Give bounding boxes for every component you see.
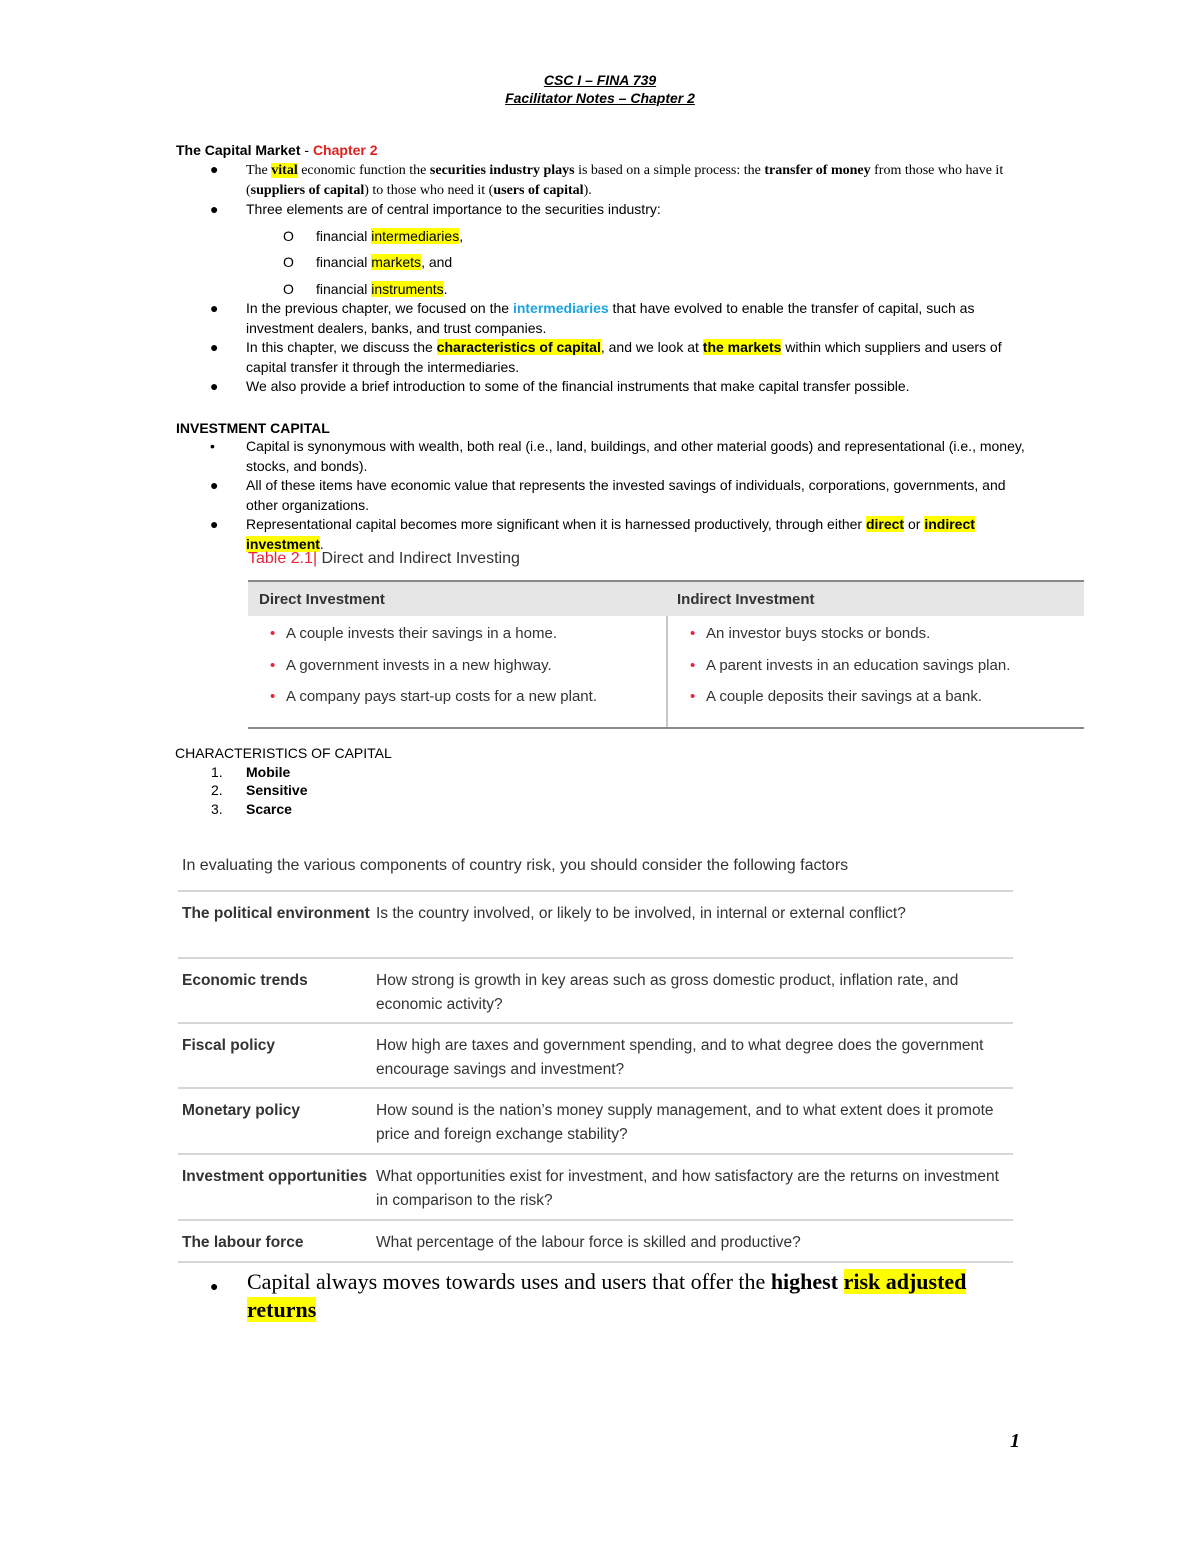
final-bullet xyxy=(210,1268,1030,1324)
table-row xyxy=(178,1155,1013,1221)
list-item xyxy=(175,781,392,800)
question-cell: How strong is growth in key areas such as gross domestic product, inflation rate, and economic activity? xyxy=(376,972,959,1013)
text: We also provide a brief introduction to some of the financial instruments that make capital transfer possible. xyxy=(246,378,910,394)
doc-title-course: CSC I – FINA 739 xyxy=(543,72,657,88)
text: financial xyxy=(316,280,372,297)
list-item xyxy=(210,161,1040,200)
bullet-icon: ● xyxy=(210,339,219,355)
investment-capital-bullets xyxy=(210,437,1040,554)
bullet-icon: ● xyxy=(210,201,219,217)
list-item xyxy=(210,377,1040,397)
section-title-capital-market xyxy=(176,142,378,158)
table-row xyxy=(270,687,666,719)
table-row xyxy=(270,656,666,688)
table-row xyxy=(178,892,1013,959)
highlight-characteristics: characteristics of capital xyxy=(436,339,601,355)
list-item xyxy=(210,476,1040,515)
cell: An investor buys stocks or bonds. xyxy=(706,625,931,642)
factor-cell: Fiscal policy xyxy=(182,1037,276,1054)
title-separator: - xyxy=(300,142,313,158)
table-header xyxy=(248,582,1084,616)
column-indirect xyxy=(666,616,1084,727)
hollow-bullet-icon: O xyxy=(283,280,294,297)
table-title: Direct and Indirect Investing xyxy=(317,550,520,567)
characteristics-list xyxy=(175,744,392,818)
bold-highest: highest xyxy=(770,1269,839,1294)
list-item xyxy=(210,200,1040,220)
doc-title-notes: Facilitator Notes – Chapter 2 xyxy=(505,90,695,106)
section-title-investment-capital: INVESTMENT CAPITAL xyxy=(176,420,330,436)
text: ). xyxy=(583,182,592,198)
cell: A government invests in a new highway. xyxy=(286,656,552,674)
sub-list-item xyxy=(210,280,1040,300)
text: Three elements are of central importance to the securities industry: xyxy=(246,201,661,217)
hollow-bullet-icon: O xyxy=(283,227,294,244)
table-caption xyxy=(248,550,520,568)
text: In the previous chapter, we focused on the xyxy=(246,300,513,316)
list-item xyxy=(210,299,1040,338)
highlight-markets: the markets xyxy=(702,339,782,355)
list-item xyxy=(175,763,392,782)
highlight-risk-adjusted-returns: risk adjusted returns xyxy=(247,1269,967,1322)
bold-transfer-of-money: transfer of money xyxy=(764,163,871,178)
column-header-direct: Direct Investment xyxy=(259,590,385,608)
bullet-icon: ● xyxy=(210,1280,219,1295)
bullet-icon: • xyxy=(210,438,215,454)
text: The xyxy=(246,163,272,178)
list-item xyxy=(210,338,1040,377)
bullet-icon: • xyxy=(690,688,696,705)
table-row xyxy=(690,687,1084,719)
highlight-vital: vital xyxy=(271,163,298,178)
text: Representational capital becomes more significant when it is harnessed productively, through either xyxy=(246,516,866,532)
text: ) to those who need it ( xyxy=(364,182,494,198)
factor-cell: The labour force xyxy=(182,1234,304,1251)
bold-users: users of capital xyxy=(493,182,584,198)
country-risk-table xyxy=(178,890,1013,1263)
text: economic function the xyxy=(297,163,430,178)
factor-cell: Investment opportunities xyxy=(182,1168,368,1185)
sub-list-item xyxy=(210,227,1040,247)
text: from those who have it ( xyxy=(246,163,1004,198)
bullet-icon: ● xyxy=(210,163,219,178)
text: is based on a simple process: the xyxy=(574,163,765,178)
chapter-label: Chapter 2 xyxy=(312,142,378,158)
highlight-term: intermediaries xyxy=(371,227,460,244)
text: , and xyxy=(421,254,453,270)
column-direct xyxy=(248,616,666,727)
question-cell: What opportunities exist for investment, and how satisfactory are the returns on investment in comparison to the risk? xyxy=(376,1168,999,1209)
text: that have evolved to enable the transfer of capital, such as investment dealers, banks, and trust companies. xyxy=(246,300,975,336)
section-title-text: The Capital Market xyxy=(176,142,301,158)
characteristics-title: CHARACTERISTICS OF CAPITAL xyxy=(175,745,392,761)
table-row xyxy=(178,1024,1013,1089)
cell: A parent invests in an education savings plan. xyxy=(706,656,1011,674)
item-number: 3. xyxy=(211,800,223,817)
sub-list-item xyxy=(210,253,1040,273)
highlight-term: instruments xyxy=(371,280,444,297)
question-cell: What percentage of the labour force is skilled and productive? xyxy=(376,1234,801,1251)
table-row xyxy=(178,959,1013,1024)
text: In this chapter, we discuss the xyxy=(246,339,437,355)
list-item xyxy=(210,1268,1030,1324)
bold-suppliers: suppliers of capital xyxy=(250,182,365,198)
capital-market-bullets xyxy=(210,161,1040,397)
text: within which suppliers and users of capital transfer it through the intermediaries. xyxy=(246,339,1002,375)
bullet-icon: • xyxy=(270,656,276,674)
table-row xyxy=(690,624,1084,656)
text xyxy=(838,1269,844,1294)
list-item xyxy=(210,515,1040,554)
cell: A company pays start-up costs for a new plant. xyxy=(286,688,597,705)
blue-term-intermediaries: intermediaries xyxy=(512,300,609,316)
table-row xyxy=(270,624,666,656)
text: , and we look at xyxy=(600,339,703,355)
item-number: 2. xyxy=(211,782,223,798)
item-label: Mobile xyxy=(246,763,291,780)
highlight-indirect-investment: indirect investment xyxy=(246,516,975,552)
bullet-icon: • xyxy=(270,625,276,642)
bullet-icon: ● xyxy=(210,300,219,316)
item-label: Sensitive xyxy=(246,782,308,798)
item-label: Scarce xyxy=(246,800,292,817)
caption-divider: | xyxy=(312,550,318,567)
list-item xyxy=(175,800,392,819)
text: , xyxy=(459,227,464,244)
text: All of these items have economic value that represents the invested savings of individuals, corporations, governments, and other organizations. xyxy=(246,477,1006,513)
bold-securities-industry: securities industry plays xyxy=(429,163,575,178)
item-number: 1. xyxy=(211,763,223,780)
bullet-icon: ● xyxy=(210,378,219,394)
cell: A couple deposits their savings at a bank. xyxy=(706,688,983,705)
question-cell: How high are taxes and government spending, and to what degree does the government encourage savings and investment? xyxy=(376,1037,984,1078)
text: financial xyxy=(316,254,372,270)
text: financial xyxy=(316,227,372,244)
table-body xyxy=(248,616,1084,727)
factor-cell: Monetary policy xyxy=(182,1102,300,1119)
highlight-direct: direct xyxy=(865,516,905,532)
factor-cell: The political environment xyxy=(182,905,370,922)
bullet-icon: ● xyxy=(210,477,219,493)
question-cell: How sound is the nation’s money supply management, and to what extent does it promote price and foreign exchange stability? xyxy=(376,1102,994,1143)
text: Capital always moves towards uses and users that offer the xyxy=(247,1269,771,1294)
bullet-icon: • xyxy=(270,688,276,705)
bullet-icon: • xyxy=(690,625,696,642)
question-cell: Is the country involved, or likely to be involved, in internal or external conflict? xyxy=(376,905,906,922)
list-item xyxy=(210,437,1040,476)
table-row xyxy=(178,1221,1013,1263)
factor-cell: Economic trends xyxy=(182,972,308,989)
direct-indirect-table xyxy=(248,580,1084,729)
page-number: 1 xyxy=(1010,1430,1020,1452)
bullet-icon: • xyxy=(690,656,696,674)
hollow-bullet-icon: O xyxy=(283,254,294,270)
risk-intro: In evaluating the various components of country risk, you should consider the following factors xyxy=(182,857,849,874)
table-row xyxy=(178,1089,1013,1155)
highlight-term: markets xyxy=(371,254,422,270)
column-header-indirect: Indirect Investment xyxy=(677,590,815,608)
text: Capital is synonymous with wealth, both real (i.e., land, buildings, and other material goods) and representational (i.e., money, stocks, and bonds). xyxy=(246,438,1025,474)
text: . xyxy=(443,280,448,297)
text: or xyxy=(904,516,925,532)
text: . xyxy=(319,535,324,552)
bullet-icon: ● xyxy=(210,516,219,532)
cell: A couple invests their savings in a home. xyxy=(286,625,557,642)
table-number: Table 2.1 xyxy=(248,550,313,567)
table-row xyxy=(690,656,1084,688)
